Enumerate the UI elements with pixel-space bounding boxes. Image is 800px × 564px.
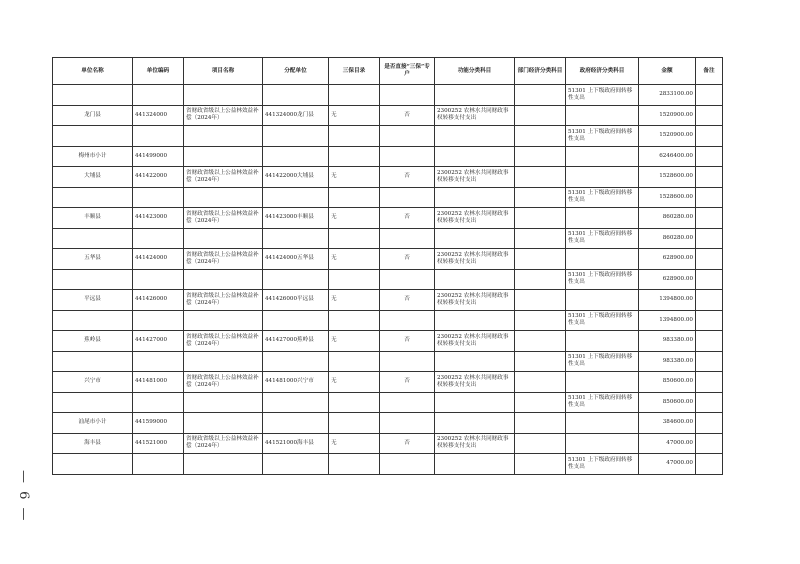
cell-gov-econ: [566, 331, 639, 352]
cell-direct: 否: [380, 208, 435, 229]
cell-dept-econ: [515, 351, 566, 372]
cell-alloc-unit: [263, 126, 329, 147]
cell-amount: 384600.00: [639, 413, 696, 434]
cell-project-name: [184, 351, 263, 372]
cell-amount: 860280.00: [639, 228, 696, 249]
cell-func-subject: 2300252 农林水共同财政事权转移支付支出: [435, 249, 515, 270]
cell-amount: 628900.00: [639, 269, 696, 290]
cell-amount: 850600.00: [639, 372, 696, 393]
cell-gov-econ: 51301 上下级政府间转移性支出: [566, 351, 639, 372]
header-unit-code: 单位编码: [133, 58, 184, 85]
cell-direct: [380, 454, 435, 475]
header-func-subject: 功能分类科目: [435, 58, 515, 85]
cell-gov-econ: [566, 208, 639, 229]
cell-alloc-unit: 441424000五华县: [263, 249, 329, 270]
cell-project-name: [184, 454, 263, 475]
cell-func-subject: [435, 146, 515, 167]
cell-func-subject: [435, 126, 515, 147]
cell-unit-code: [133, 454, 184, 475]
cell-alloc-unit: [263, 454, 329, 475]
cell-direct: [380, 392, 435, 413]
cell-alloc-unit: 441426000平远县: [263, 290, 329, 311]
cell-gov-econ: [566, 372, 639, 393]
cell-sanbao: 无: [329, 105, 380, 126]
cell-direct: [380, 146, 435, 167]
page-number: — 6 —: [16, 470, 31, 523]
cell-gov-econ: 51301 上下级政府间转移性支出: [566, 187, 639, 208]
cell-amount: 1394800.00: [639, 310, 696, 331]
table-row: [53, 433, 723, 454]
cell-dept-econ: [515, 433, 566, 454]
cell-unit-name: [53, 269, 133, 290]
cell-sanbao: [329, 351, 380, 372]
header-remark: 备注: [696, 58, 723, 85]
cell-unit-code: [133, 392, 184, 413]
table-header-row: [53, 58, 723, 85]
table-row: [53, 105, 723, 126]
cell-unit-code: 441423000: [133, 208, 184, 229]
cell-project-name: 省财政省级以上公益林效益补偿（2024年）: [184, 433, 263, 454]
cell-unit-name: 大埔县: [53, 167, 133, 188]
header-unit-name: 单位名称: [53, 58, 133, 85]
cell-direct: [380, 413, 435, 434]
cell-amount: 1528600.00: [639, 167, 696, 188]
header-alloc-unit: 分配单位: [263, 58, 329, 85]
cell-gov-econ: [566, 413, 639, 434]
cell-unit-code: [133, 310, 184, 331]
header-sanbao: 三保目录: [329, 58, 380, 85]
cell-remark: [696, 392, 723, 413]
cell-project-name: [184, 310, 263, 331]
cell-remark: [696, 454, 723, 475]
cell-func-subject: 2300252 农林水共同财政事权转移支付支出: [435, 372, 515, 393]
cell-func-subject: 2300252 农林水共同财政事权转移支付支出: [435, 290, 515, 311]
cell-dept-econ: [515, 392, 566, 413]
cell-dept-econ: [515, 372, 566, 393]
table-row: [53, 310, 723, 331]
cell-unit-name: [53, 454, 133, 475]
cell-direct: 否: [380, 372, 435, 393]
cell-remark: [696, 105, 723, 126]
table-row: [53, 351, 723, 372]
cell-unit-name: 龙门县: [53, 105, 133, 126]
cell-dept-econ: [515, 331, 566, 352]
table-row: [53, 249, 723, 270]
cell-remark: [696, 269, 723, 290]
cell-dept-econ: [515, 167, 566, 188]
cell-unit-code: 441481000: [133, 372, 184, 393]
cell-direct: [380, 351, 435, 372]
cell-sanbao: 无: [329, 372, 380, 393]
cell-alloc-unit: 441481000兴宁市: [263, 372, 329, 393]
cell-remark: [696, 331, 723, 352]
cell-project-name: [184, 392, 263, 413]
cell-gov-econ: [566, 146, 639, 167]
cell-unit-code: 441521000: [133, 433, 184, 454]
cell-amount: 983380.00: [639, 331, 696, 352]
cell-sanbao: 无: [329, 331, 380, 352]
cell-project-name: 省财政省级以上公益林效益补偿（2024年）: [184, 290, 263, 311]
header-gov-econ: 政府经济分类科目: [566, 58, 639, 85]
cell-func-subject: [435, 269, 515, 290]
cell-sanbao: [329, 269, 380, 290]
cell-remark: [696, 126, 723, 147]
cell-unit-name: 蕉岭县: [53, 331, 133, 352]
cell-dept-econ: [515, 146, 566, 167]
cell-unit-code: 441426000: [133, 290, 184, 311]
cell-unit-name: [53, 228, 133, 249]
cell-direct: [380, 310, 435, 331]
cell-func-subject: 2300252 农林水共同财政事权转移支付支出: [435, 105, 515, 126]
cell-project-name: [184, 146, 263, 167]
cell-sanbao: [329, 310, 380, 331]
cell-unit-name: 汕尾市小计: [53, 413, 133, 434]
cell-unit-name: 平远县: [53, 290, 133, 311]
cell-sanbao: [329, 392, 380, 413]
cell-dept-econ: [515, 249, 566, 270]
cell-unit-name: [53, 187, 133, 208]
cell-func-subject: 2300252 农林水共同财政事权转移支付支出: [435, 331, 515, 352]
cell-sanbao: 无: [329, 290, 380, 311]
cell-func-subject: [435, 351, 515, 372]
cell-dept-econ: [515, 454, 566, 475]
cell-remark: [696, 85, 723, 106]
cell-direct: 否: [380, 105, 435, 126]
cell-unit-code: [133, 269, 184, 290]
cell-func-subject: 2300252 农林水共同财政事权转移支付支出: [435, 208, 515, 229]
cell-project-name: [184, 187, 263, 208]
cell-remark: [696, 433, 723, 454]
cell-gov-econ: [566, 167, 639, 188]
cell-gov-econ: 51301 上下级政府间转移性支出: [566, 126, 639, 147]
cell-func-subject: [435, 187, 515, 208]
cell-direct: [380, 126, 435, 147]
cell-remark: [696, 187, 723, 208]
cell-unit-code: [133, 126, 184, 147]
cell-gov-econ: 51301 上下级政府间转移性支出: [566, 310, 639, 331]
cell-unit-name: 五华县: [53, 249, 133, 270]
cell-unit-name: 海丰县: [53, 433, 133, 454]
cell-amount: 628900.00: [639, 249, 696, 270]
cell-direct: [380, 269, 435, 290]
cell-sanbao: [329, 228, 380, 249]
cell-sanbao: 无: [329, 249, 380, 270]
cell-sanbao: [329, 454, 380, 475]
table-row: [53, 392, 723, 413]
cell-dept-econ: [515, 413, 566, 434]
cell-project-name: 省财政省级以上公益林效益补偿（2024年）: [184, 249, 263, 270]
cell-remark: [696, 228, 723, 249]
cell-gov-econ: 51301 上下级政府间转移性支出: [566, 85, 639, 106]
cell-unit-name: 梅州市小计: [53, 146, 133, 167]
cell-project-name: 省财政省级以上公益林效益补偿（2024年）: [184, 331, 263, 352]
cell-direct: 否: [380, 290, 435, 311]
cell-func-subject: [435, 310, 515, 331]
cell-dept-econ: [515, 187, 566, 208]
cell-sanbao: [329, 85, 380, 106]
cell-func-subject: [435, 228, 515, 249]
table-row: [53, 331, 723, 352]
table-row: [53, 126, 723, 147]
cell-alloc-unit: [263, 310, 329, 331]
cell-amount: 47000.00: [639, 454, 696, 475]
cell-unit-name: [53, 392, 133, 413]
cell-direct: 否: [380, 331, 435, 352]
cell-project-name: [184, 413, 263, 434]
cell-remark: [696, 146, 723, 167]
cell-gov-econ: 51301 上下级政府间转移性支出: [566, 228, 639, 249]
cell-remark: [696, 372, 723, 393]
cell-project-name: [184, 269, 263, 290]
table-row: [53, 208, 723, 229]
cell-alloc-unit: [263, 146, 329, 167]
cell-dept-econ: [515, 126, 566, 147]
cell-unit-code: 441427000: [133, 331, 184, 352]
cell-amount: 860280.00: [639, 208, 696, 229]
cell-func-subject: [435, 413, 515, 434]
header-project-name: 项目名称: [184, 58, 263, 85]
cell-sanbao: [329, 146, 380, 167]
cell-unit-code: [133, 187, 184, 208]
table-row: [53, 167, 723, 188]
table-row: [53, 372, 723, 393]
header-direct: 是否直接“三保”专户: [380, 58, 435, 85]
cell-dept-econ: [515, 208, 566, 229]
cell-amount: 1528600.00: [639, 187, 696, 208]
cell-sanbao: 无: [329, 167, 380, 188]
header-amount: 金额: [639, 58, 696, 85]
cell-unit-name: [53, 310, 133, 331]
table-row: [53, 85, 723, 106]
cell-amount: 1520900.00: [639, 105, 696, 126]
cell-project-name: [184, 228, 263, 249]
cell-sanbao: [329, 126, 380, 147]
cell-remark: [696, 310, 723, 331]
cell-gov-econ: [566, 249, 639, 270]
cell-remark: [696, 413, 723, 434]
cell-unit-name: 兴宁市: [53, 372, 133, 393]
table-row: [53, 413, 723, 434]
cell-unit-code: 441499000: [133, 146, 184, 167]
cell-gov-econ: [566, 433, 639, 454]
cell-unit-code: [133, 228, 184, 249]
cell-alloc-unit: 441521000海丰县: [263, 433, 329, 454]
cell-amount: 1520900.00: [639, 126, 696, 147]
cell-dept-econ: [515, 290, 566, 311]
cell-gov-econ: [566, 105, 639, 126]
cell-alloc-unit: [263, 413, 329, 434]
cell-func-subject: [435, 392, 515, 413]
allocation-table: [52, 57, 723, 475]
cell-sanbao: 无: [329, 433, 380, 454]
cell-amount: 6246400.00: [639, 146, 696, 167]
cell-direct: [380, 187, 435, 208]
cell-remark: [696, 290, 723, 311]
cell-unit-name: [53, 126, 133, 147]
cell-direct: [380, 85, 435, 106]
cell-amount: 1394800.00: [639, 290, 696, 311]
cell-dept-econ: [515, 228, 566, 249]
cell-amount: 850600.00: [639, 392, 696, 413]
cell-func-subject: 2300252 农林水共同财政事权转移支付支出: [435, 433, 515, 454]
cell-project-name: 省财政省级以上公益林效益补偿（2024年）: [184, 208, 263, 229]
cell-project-name: 省财政省级以上公益林效益补偿（2024年）: [184, 167, 263, 188]
table-row: [53, 269, 723, 290]
cell-amount: 47000.00: [639, 433, 696, 454]
cell-unit-code: 441599000: [133, 413, 184, 434]
cell-alloc-unit: [263, 187, 329, 208]
cell-sanbao: 无: [329, 208, 380, 229]
cell-alloc-unit: 441427000蕉岭县: [263, 331, 329, 352]
cell-direct: 否: [380, 249, 435, 270]
cell-unit-code: 441422000: [133, 167, 184, 188]
cell-unit-name: [53, 351, 133, 372]
header-dept-econ: 部门经济分类科目: [515, 58, 566, 85]
cell-gov-econ: [566, 290, 639, 311]
cell-direct: 否: [380, 167, 435, 188]
cell-unit-code: [133, 85, 184, 106]
cell-dept-econ: [515, 85, 566, 106]
cell-dept-econ: [515, 310, 566, 331]
table-row: [53, 146, 723, 167]
cell-alloc-unit: [263, 351, 329, 372]
cell-unit-name: [53, 85, 133, 106]
cell-direct: [380, 228, 435, 249]
cell-remark: [696, 167, 723, 188]
cell-alloc-unit: [263, 269, 329, 290]
cell-alloc-unit: [263, 228, 329, 249]
cell-alloc-unit: 441422000大埔县: [263, 167, 329, 188]
cell-project-name: [184, 85, 263, 106]
table-row: [53, 228, 723, 249]
cell-project-name: 省财政省级以上公益林效益补偿（2024年）: [184, 372, 263, 393]
cell-alloc-unit: [263, 392, 329, 413]
table-row: [53, 187, 723, 208]
cell-alloc-unit: 441324000龙门县: [263, 105, 329, 126]
cell-unit-name: 丰顺县: [53, 208, 133, 229]
cell-sanbao: [329, 187, 380, 208]
cell-project-name: [184, 126, 263, 147]
cell-gov-econ: 51301 上下级政府间转移性支出: [566, 269, 639, 290]
cell-remark: [696, 351, 723, 372]
cell-dept-econ: [515, 269, 566, 290]
cell-gov-econ: 51301 上下级政府间转移性支出: [566, 392, 639, 413]
cell-unit-code: 441424000: [133, 249, 184, 270]
cell-gov-econ: 51301 上下级政府间转移性支出: [566, 454, 639, 475]
cell-amount: 2833100.00: [639, 85, 696, 106]
cell-func-subject: [435, 454, 515, 475]
cell-unit-code: 441324000: [133, 105, 184, 126]
cell-alloc-unit: 441423000丰顺县: [263, 208, 329, 229]
cell-alloc-unit: [263, 85, 329, 106]
table-row: [53, 290, 723, 311]
cell-func-subject: 2300252 农林水共同财政事权转移支付支出: [435, 167, 515, 188]
cell-direct: 否: [380, 433, 435, 454]
cell-func-subject: [435, 85, 515, 106]
table-row: [53, 454, 723, 475]
cell-project-name: 省财政省级以上公益林效益补偿（2024年）: [184, 105, 263, 126]
cell-remark: [696, 249, 723, 270]
cell-amount: 983380.00: [639, 351, 696, 372]
cell-unit-code: [133, 351, 184, 372]
cell-remark: [696, 208, 723, 229]
cell-dept-econ: [515, 105, 566, 126]
cell-sanbao: [329, 413, 380, 434]
